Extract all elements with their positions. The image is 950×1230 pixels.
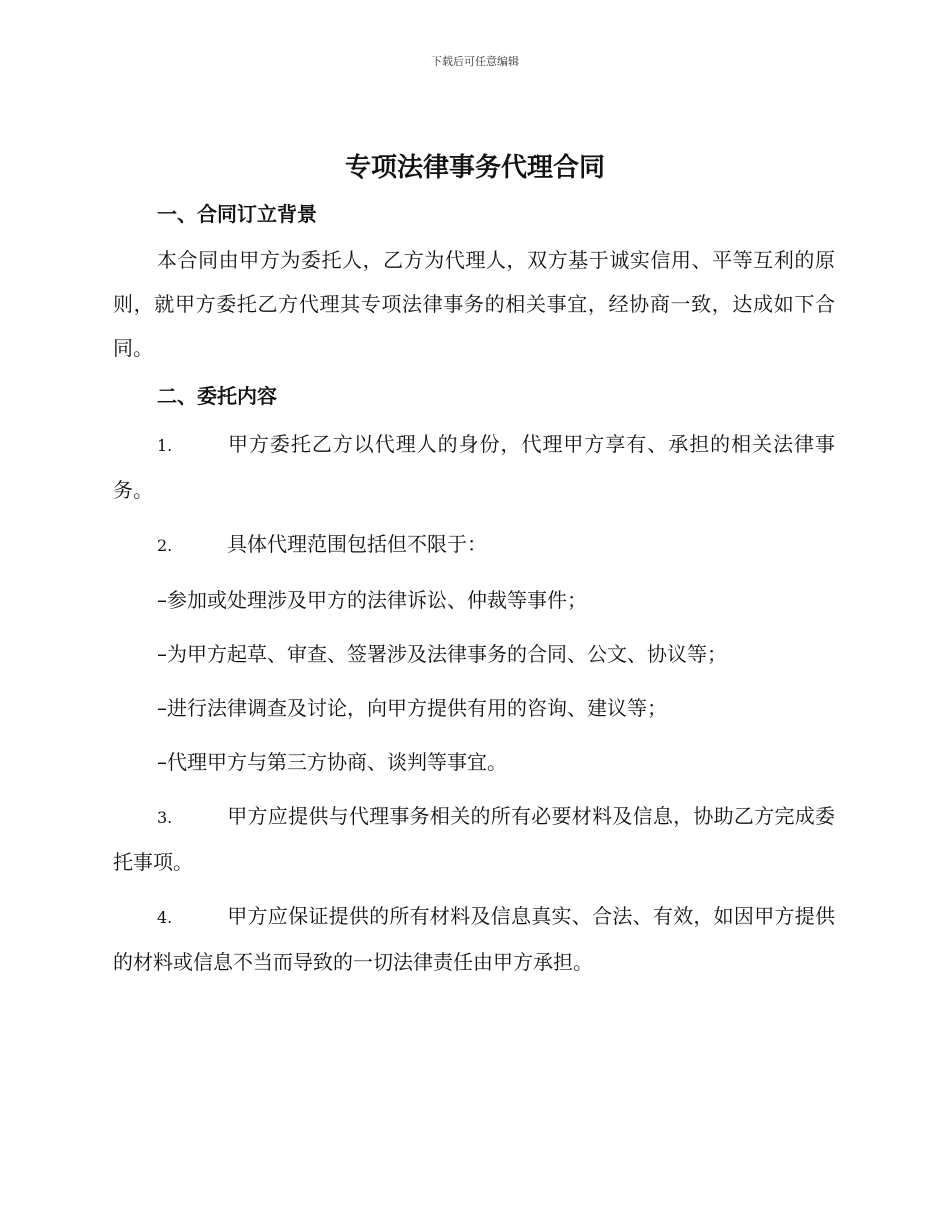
numbered-item [113, 894, 835, 984]
bullet-item: –代理甲方与第三方协商、谈判等事宜。 [157, 750, 507, 774]
item-number: 3. [157, 808, 173, 827]
background-paragraph: 本合同由甲方为委托人，乙方为代理人，双方基于诚实信用、平等互利的原则，就甲方委托乙方代理其专项法律事务的相关事宜，经协商一致，达成如下合同。 [113, 248, 835, 360]
numbered-item [113, 422, 835, 512]
bullet-item: –进行法律调查及讨论，向甲方提供有用的咨询、建议等； [157, 696, 667, 720]
item-text: 甲方应保证提供的所有材料及信息真实、合法、有效，如因甲方提供的材料或信息不当而导致的一切法律责任由甲方承担。 [113, 904, 835, 974]
item-text: 甲方应提供与代理事务相关的所有必要材料及信息，协助乙方完成委托事项。 [113, 804, 835, 874]
page-header-note: 下载后可任意编辑 [431, 55, 519, 68]
item-text: 甲方委托乙方以代理人的身份，代理甲方享有、承担的相关法律事务。 [113, 432, 835, 502]
section-heading-background: 一、合同订立背景 [157, 202, 317, 226]
section-heading-entrustment: 二、委托内容 [157, 384, 277, 408]
item-number: 4. [157, 908, 173, 927]
item-number: 2. [157, 536, 173, 555]
bullet-item: –为甲方起草、审查、签署涉及法律事务的合同、公文、协议等； [157, 642, 727, 666]
item-number: 1. [157, 436, 173, 455]
item-text: 具体代理范围包括但不限于： [227, 532, 487, 556]
document-body [113, 198, 835, 984]
numbered-item [113, 794, 835, 884]
bullet-item: –参加或处理涉及甲方的法律诉讼、仲裁等事件； [157, 588, 587, 612]
document-title: 专项法律事务代理合同 [344, 153, 605, 183]
numbered-item [113, 522, 835, 568]
